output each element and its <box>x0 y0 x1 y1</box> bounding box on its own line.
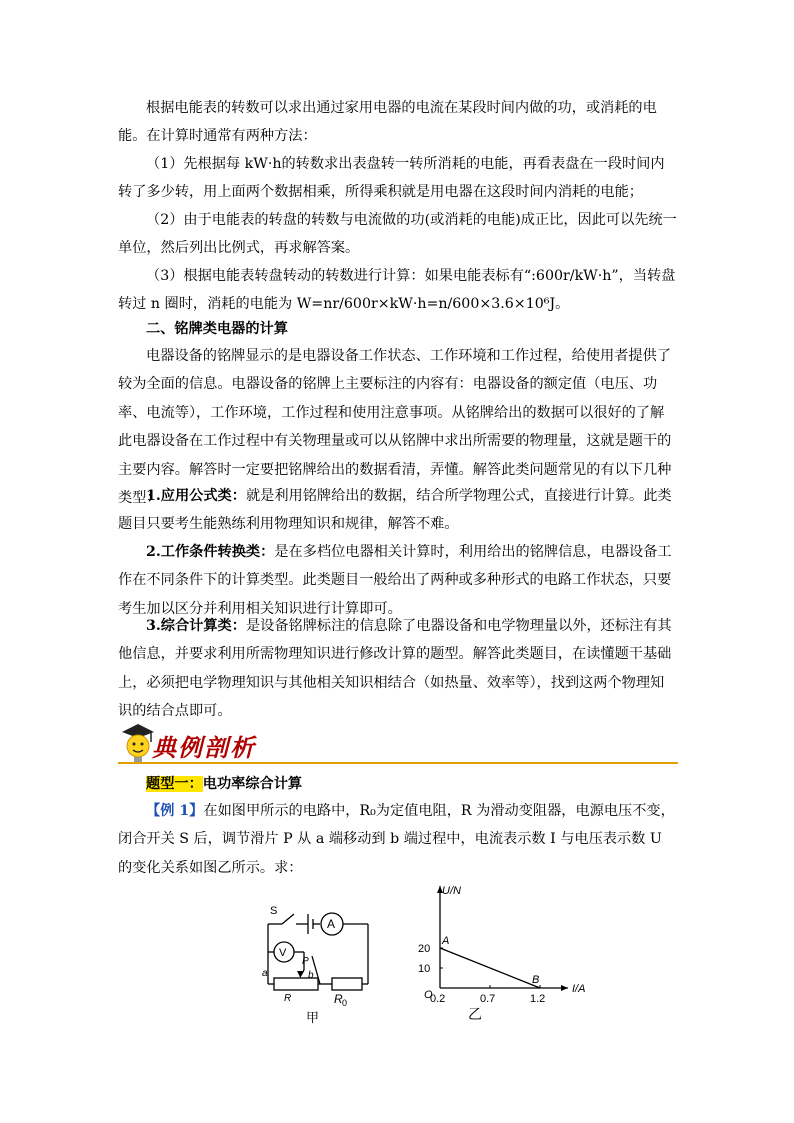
resistor-label: R <box>334 992 343 1006</box>
paragraph-type-1 <box>118 482 678 539</box>
example-text: 在如图甲所示的电路中，R₀为定值电阻，R 为滑动变阻器，电源电压不变，闭合开关 S 后，调节滑片 P 从 a 端移动到 b 端过程中，电流表示数 I 与电压表示数 U 的变化关系如图乙所示。求： <box>118 803 675 876</box>
switch-label: S <box>270 905 278 917</box>
ammeter-label: A <box>327 917 336 931</box>
graph-caption: 乙 <box>468 1007 482 1023</box>
circuit-caption: 甲 <box>306 1010 320 1025</box>
resistor-subscript: 0 <box>342 998 348 1008</box>
slider-label: P <box>302 956 309 967</box>
x-axis-arrow <box>561 985 568 991</box>
origin-label: O <box>424 989 433 1001</box>
point-label-b: B <box>532 974 540 986</box>
rheostat-label: R <box>284 993 292 1004</box>
x-tick-label: 0.7 <box>480 993 496 1005</box>
section-heading-nameplate: 二、铭牌类电器的计算 <box>146 321 288 337</box>
example-tag: 【例 1】 <box>146 803 204 819</box>
section-banner <box>118 724 678 764</box>
type-2-label: 2.工作条件转换类： <box>146 544 275 560</box>
series-line <box>440 948 540 988</box>
paragraph-method-2: （2）由于电能表的转盘的转数与电流做的功(或消耗的电能)成正比，因此可以先统一单位，然后列出比例式，再求解答案。 <box>118 212 677 257</box>
question-type-title: 电功率综合计算 <box>202 776 303 792</box>
type-1-text: 就是利用铭牌给出的数据，结合所学物理公式，直接进行计算。此类题目只要考生能熟练利用物理知识和规律，解答不难。 <box>118 488 672 533</box>
y-tick-label: 10 <box>418 963 431 975</box>
type-3-label: 3.综合计算类： <box>146 618 246 634</box>
example-1-paragraph <box>118 797 678 882</box>
paragraph-method-1: （1）先根据每 kW·h的转数求出表盘转一转所消耗的电能，再看表盘在一段时间内转了多少转，用上面两个数据相乘，所得乘积就是用电器在这段时间内消耗的电能； <box>118 156 665 201</box>
paragraph-method-3: （3）根据电能表转盘转动的转数进行计算：如果电能表标有“:600r/kW·h”，当转盘转过 n 圈时，消耗的电能为 W=nr/600r×kW·h=n/600×3.6×10⁶J。 <box>118 268 676 313</box>
point-label-a: A <box>442 935 450 947</box>
y-axis-label: U/N <box>442 885 461 897</box>
paragraph-type-2 <box>118 538 678 623</box>
paragraph-type-3 <box>118 612 678 726</box>
y-tick-label: 20 <box>418 943 431 955</box>
x-tick-label: 0.2 <box>430 993 446 1005</box>
type-3-text: 是设备铭牌标注的信息除了电器设备和电学物理量以外，还标注有其他信息，并要求利用所需物理知识进行修改计算的题型。解答此类题目，在读懂题干基础上，必须把电学物理知识与其他相关知识相结合（如热量、效率等），找到这两个物理知识的结合点即可。 <box>118 618 672 720</box>
circuit-diagram <box>250 898 380 1028</box>
question-type-label: 题型一： <box>146 776 203 792</box>
end-b-label: b <box>308 970 314 981</box>
type-1-label: 1.应用公式类： <box>146 488 246 504</box>
type-2-text: 是在多档位电器相关计算时，利用给出的铭牌信息，电器设备工作在不同条件下的计算类型。此类题目一般给出了两种或多种形式的电路工作状态，只要考生加以区分并利用相关知识进行计算即可。 <box>118 544 672 617</box>
ui-graph <box>400 876 586 1026</box>
paragraph-energy-meter: 根据电能表的转数可以求出通过家用电器的电流在某段时间内做的功，或消耗的电能。在计算时通常有两种方法： <box>118 100 657 145</box>
question-type-heading <box>146 770 676 798</box>
voltmeter-label: V <box>279 947 287 959</box>
x-axis-label: I/A <box>572 983 586 995</box>
paragraph-nameplate-intro: 电器设备的铭牌显示的是电器设备工作状态、工作环境和工作过程，给使用者提供了较为全面的信息。电器设备的铭牌上主要标注的内容有：电器设备的额定值（电压、功率、电流等），工作环境，工作过程和使用注意事项。从铭牌给出的数据可以很好的了解此电器设备在工作过程中有关物理量或可以从铭牌中求出所需要的物理量，这就是题干的主要内容。解答时一定要把铭牌给出的数据看清，弄懂。解答此类问题常见的有以下几种类型： <box>118 348 672 507</box>
banner-underline <box>118 762 678 764</box>
end-a-label: a <box>262 968 268 979</box>
banner-title: 典例剖析 <box>152 733 256 762</box>
x-tick-label: 1.2 <box>530 993 546 1005</box>
